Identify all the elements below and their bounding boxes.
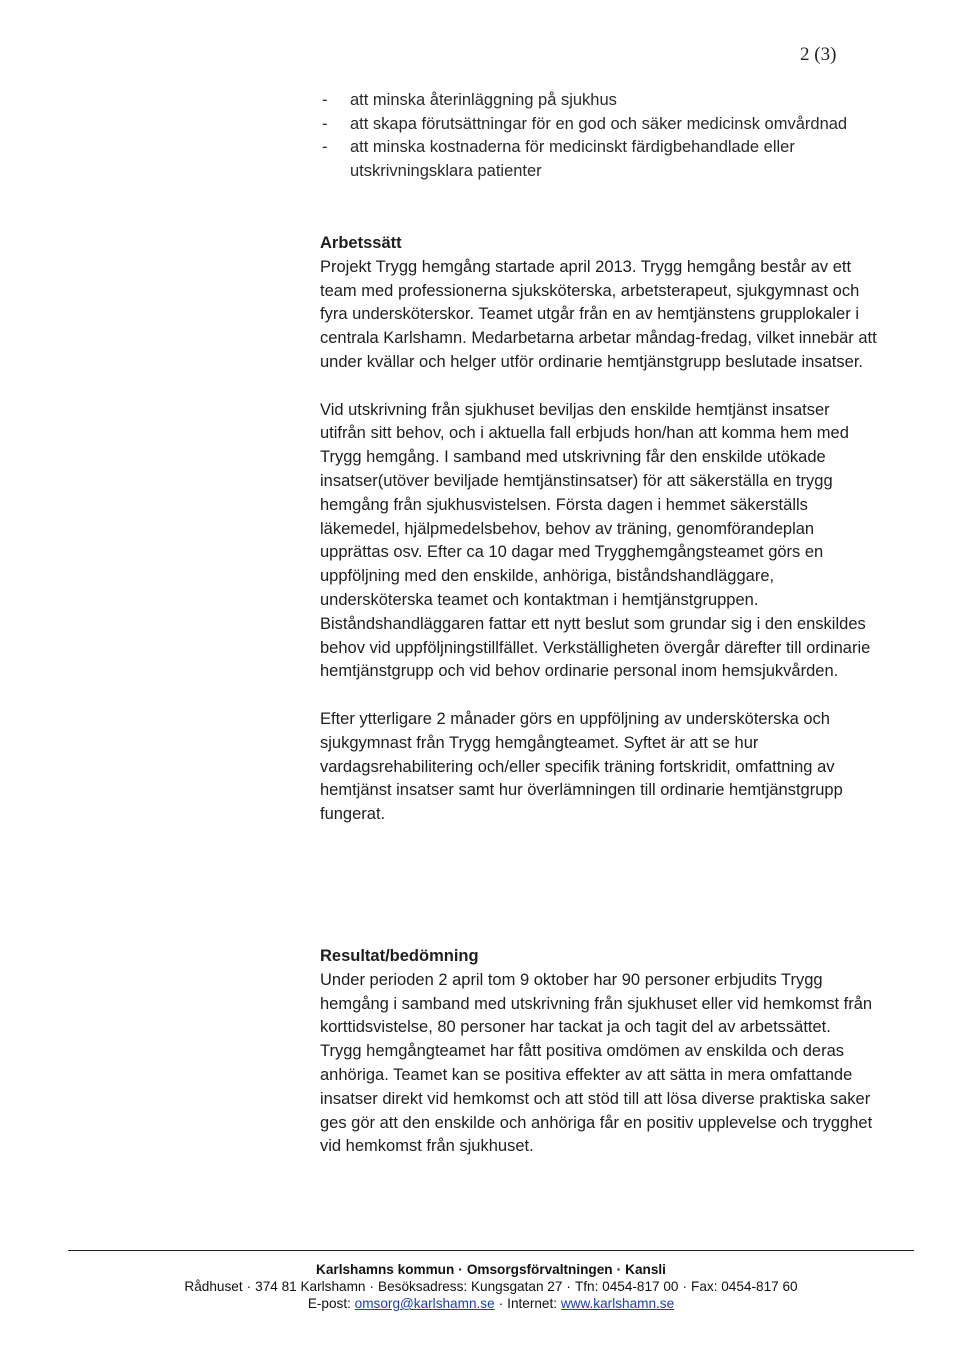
resultat-heading: Resultat/bedömning (320, 947, 479, 965)
arbetssatt-section (320, 232, 880, 827)
resultat-paragraph-2: Trygg hemgångteamet har fått positiva omdömen av enskilda och deras anhöriga. Teamet kan se positiva effekter av att sätta in mera omfattande insatser direkt vid hemkomst och att stöd till att lösa diverse praktiska saker ges gör att den enskilde och anhöriga får en positiv upplevelse och trygghet vid hemkomst från sjukhuset. (320, 1042, 873, 1156)
footer (68, 1261, 914, 1312)
resultat-section (320, 945, 880, 1159)
footer-separator: · (566, 1279, 571, 1294)
arbetssatt-paragraph-4: Efter ytterligare 2 månader görs en uppföljning av undersköterska och sjukgymnast från Trygg hemgångteamet. Syftet är att se hur vardagsrehabilitering och/eller specifik träning fortskridit, omfattning av hemtjänst insatser samt hur överlämningen till ordinarie hemtjänstgrupp fungerat. (320, 709, 843, 824)
footer-separator: · (369, 1279, 375, 1294)
footer-office: Kansli (625, 1262, 666, 1277)
footer-postal: 374 81 Karlshamn (255, 1279, 366, 1294)
footer-divider (68, 1250, 914, 1251)
footer-building: Rådhuset (184, 1279, 243, 1294)
resultat-paragraph-1: Under perioden 2 april tom 9 oktober har 90 personer erbjudits Trygg hemgång i samband med utskrivning från sjukhuset eller vid hemkomst från korttidsvistelse, 80 personer har tackat ja och tagit del av arbetssättet. (320, 970, 873, 1037)
footer-separator: · (498, 1296, 504, 1311)
arbetssatt-paragraph-2: Vid utskrivning från sjukhuset beviljas den enskilde hemtjänst insatser utifrån sitt behov, och i aktuella fall erbjuds hon/han att komma hem med Trygg hemgång. I samband med utskrivning får den enskilde utökade insatser(utöver beviljade hemtjänstinsatser) för att säkerställa en trygg hemgång från sjukhusvistelsen. Första dagen i hemmet säkerställs läkemedel, hjälpmedelsbehov, behov av träning, genomförandeplan upprättas osv. Efter ca 10 dagar med Trygghemgångsteamet görs en uppföljning med den enskilde, anhöriga, biståndshandläggare, undersköterska teamet och kontaktman i hemtjänstgruppen. (320, 400, 849, 609)
footer-municipality: Karlshamns kommun (316, 1262, 455, 1277)
footer-email-link[interactable]: omsorg@karlshamn.se (354, 1296, 495, 1311)
footer-phone: Tfn: 0454-817 00 (574, 1279, 679, 1294)
footer-web-label: Internet: (507, 1296, 561, 1311)
footer-email-label: E-post: (307, 1296, 355, 1311)
footer-separator: · (458, 1262, 463, 1277)
arbetssatt-paragraph-3: Biståndshandläggaren fattar ett nytt beslut som grundar sig i den enskildes behov vid uppföljningstillfället. Verkställigheten övergår därefter till ordinarie hemtjänstgrupp och vid behov ordinarie personal inom hemsjukvården. (320, 614, 871, 681)
footer-separator: · (682, 1279, 688, 1294)
goal-item: - att minska återinläggning på sjukhus (322, 89, 922, 113)
goal-list (322, 89, 922, 183)
footer-separator: · (616, 1262, 622, 1277)
page-number: 2 (3) (800, 44, 837, 65)
footer-contact-line (68, 1295, 914, 1312)
footer-fax: Fax: 0454-817 60 (691, 1279, 798, 1294)
footer-address-line (68, 1278, 914, 1295)
footer-visit-address: Besöksadress: Kungsgatan 27 (378, 1279, 563, 1294)
footer-web-link[interactable]: www.karlshamn.se (560, 1296, 675, 1311)
footer-org-line (68, 1261, 914, 1278)
arbetssatt-paragraph-1: Projekt Trygg hemgång startade april 2013. Trygg hemgång består av ett team med professionerna sjuksköterska, arbetsterapeut, sjukgymnast och fyra undersköterskor. Teamet utgår från en av hemtjänstens grupplokaler i centrala Karlshamn. Medarbetarna arbetar måndag-fredag, vilket innebär att under kvällar och helger utför ordinarie hemtjänstgrupp beslutade insatser. (320, 257, 877, 371)
footer-separator: · (246, 1279, 252, 1294)
footer-department: Omsorgsförvaltningen (466, 1262, 613, 1277)
goal-item: - att skapa förutsättningar för en god och säker medicinsk omvårdnad (322, 113, 922, 137)
goal-item: - att minska kostnaderna för medicinskt färdigbehandlade eller utskrivningsklara patienter (322, 136, 922, 183)
arbetssatt-heading: Arbetssätt (320, 234, 402, 252)
